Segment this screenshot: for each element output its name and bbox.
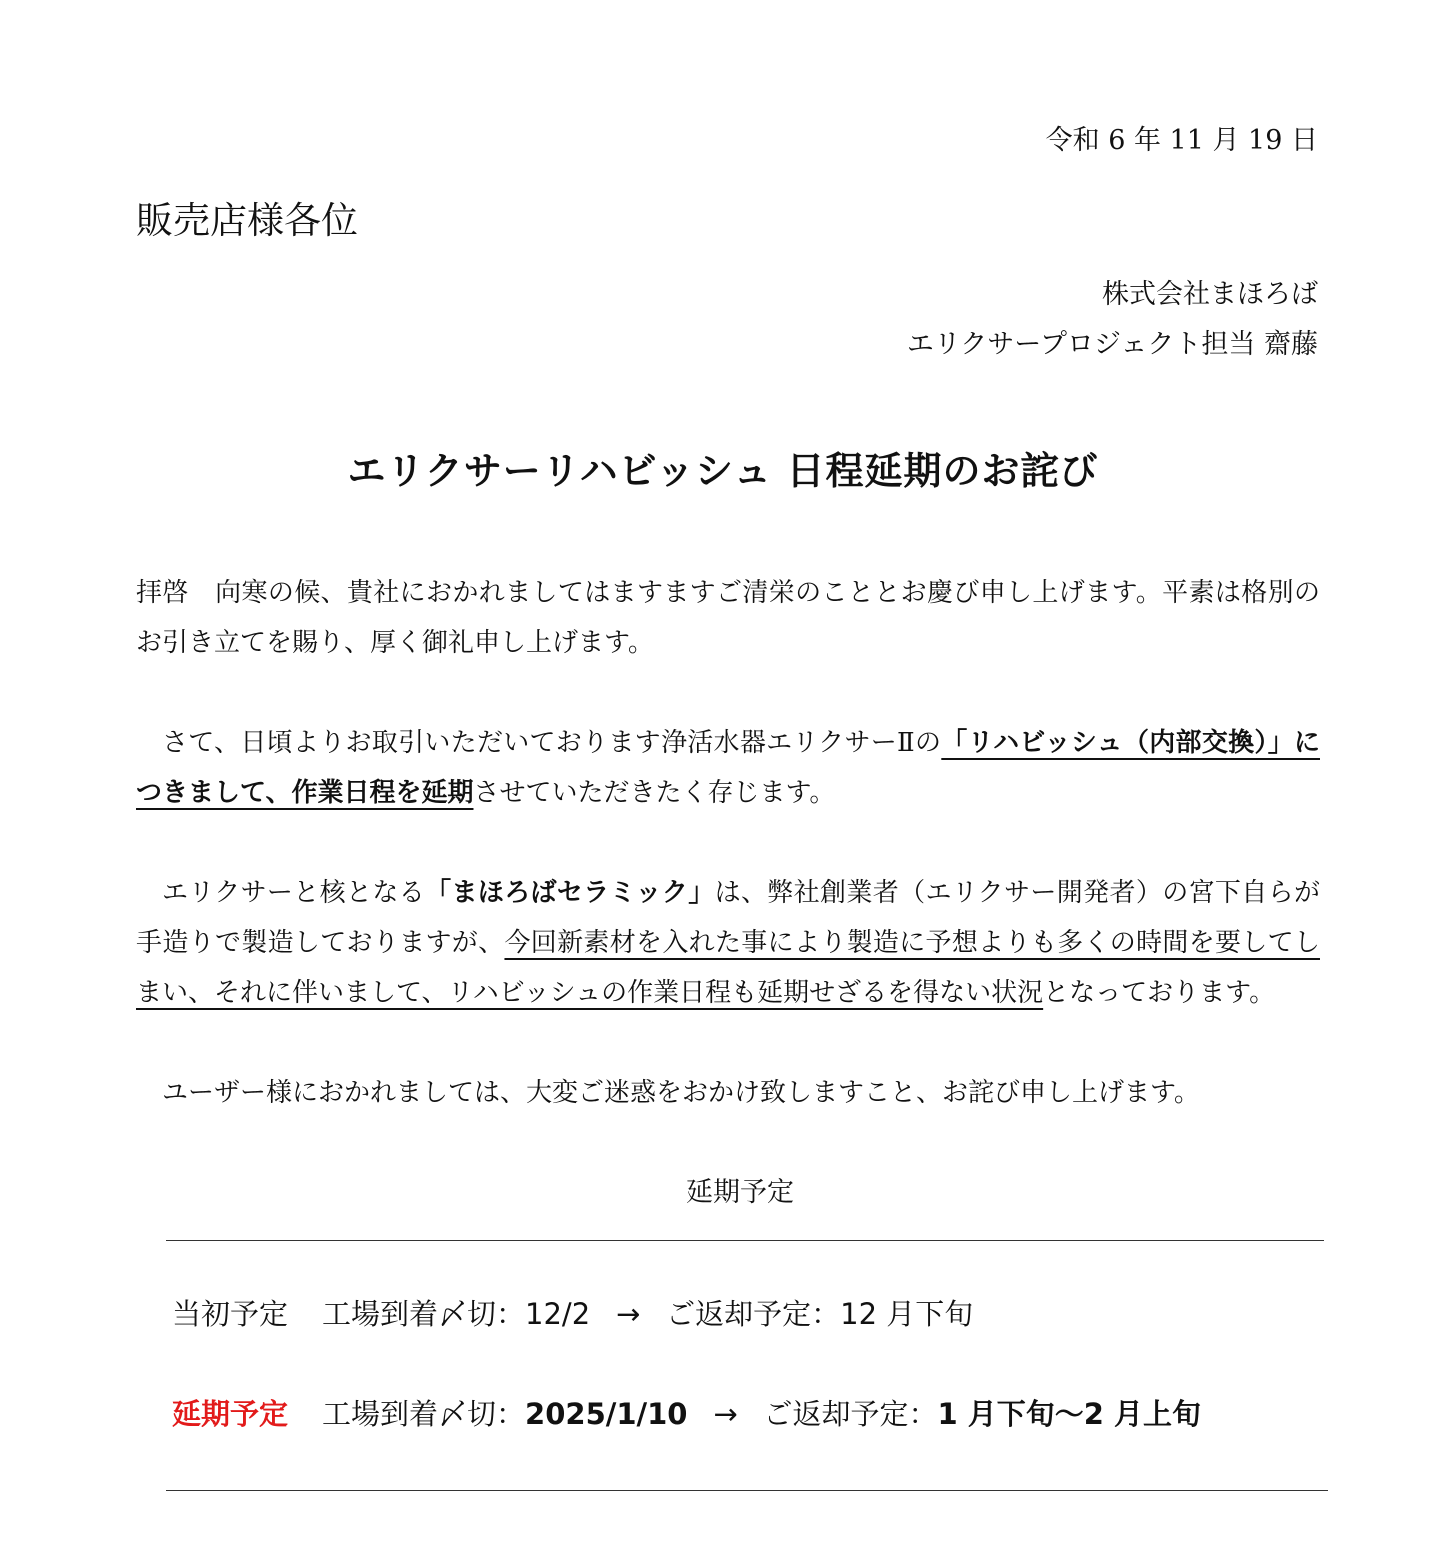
reason-text-post: となっております。 bbox=[1043, 978, 1276, 1008]
reason-text-mid: は、弊社創業者（エリクサー開発者）の宮下自らが手造りで製造しておりますが、 bbox=[136, 878, 1321, 958]
schedule-heading: 延期予定 bbox=[686, 1177, 794, 1208]
apology-paragraph: ユーザー様におかれましては、大変ご迷惑をおかけ致しますこと、お詫び申し上げます。 bbox=[162, 1078, 1200, 1108]
postponed-return-label: ご返却予定： bbox=[763, 1397, 938, 1431]
postponed-schedule-row bbox=[172, 1392, 1201, 1433]
reason-underlined: 今回新素材を入れた事により製造に予想よりも多くの時間を要してしまい、それに伴いまして、リハビッシュの作業日程も延期せざるを得ない状況 bbox=[136, 928, 1320, 1008]
postponed-return-value: 1 月下旬～2 月上旬 bbox=[937, 1397, 1202, 1431]
schedule-bottom-rule bbox=[166, 1490, 1328, 1491]
original-arrival-value: 12/2 bbox=[525, 1297, 591, 1331]
addressee: 販売店様各位 bbox=[136, 199, 358, 242]
original-label: 当初予定 bbox=[172, 1297, 289, 1331]
arrow-icon: → bbox=[616, 1297, 641, 1331]
greeting-paragraph: 拝啓 向寒の候、貴社におかれましてはますますご清栄のこととお慶び申し上げます。平素は格別のお引き立てを賜り、厚く御礼申し上げます。 bbox=[136, 578, 1320, 658]
schedule-top-rule bbox=[166, 1240, 1324, 1241]
reason-paragraph bbox=[136, 868, 1320, 1018]
notice-text-post: させていただきたく存じます。 bbox=[473, 778, 836, 808]
original-arrival-label: 工場到着〆切： bbox=[322, 1297, 526, 1331]
original-schedule-row bbox=[172, 1292, 973, 1333]
postponed-label: 延期予定 bbox=[172, 1397, 289, 1431]
arrow-icon: → bbox=[713, 1397, 738, 1431]
document-date: 令和 6 年 11 月 19 日 bbox=[1045, 125, 1318, 156]
notice-text-pre: さて、日頃よりお取引いただいております浄活水器エリクサーⅡの bbox=[162, 728, 942, 758]
sender-name: エリクサープロジェクト担当 齋藤 bbox=[906, 329, 1318, 360]
ceramic-name: 「まほろばセラミック」 bbox=[425, 878, 715, 908]
notice-emphasis: 「リハビッシュ（内部交換）」につきまして、作業日程を延期 bbox=[136, 728, 1320, 808]
notice-paragraph bbox=[136, 718, 1320, 818]
reason-text-pre: エリクサーと核となる bbox=[162, 878, 426, 908]
original-return-label: ご返却予定： bbox=[666, 1297, 841, 1331]
original-return-value: 12 月下旬 bbox=[840, 1297, 974, 1331]
postponed-arrival-label: 工場到着〆切： bbox=[322, 1397, 526, 1431]
postponed-arrival-value: 2025/1/10 bbox=[525, 1397, 688, 1431]
document-title: エリクサーリハビッシュ 日程延期のお詫び bbox=[347, 448, 1099, 493]
sender-company: 株式会社まほろば bbox=[1102, 279, 1318, 310]
